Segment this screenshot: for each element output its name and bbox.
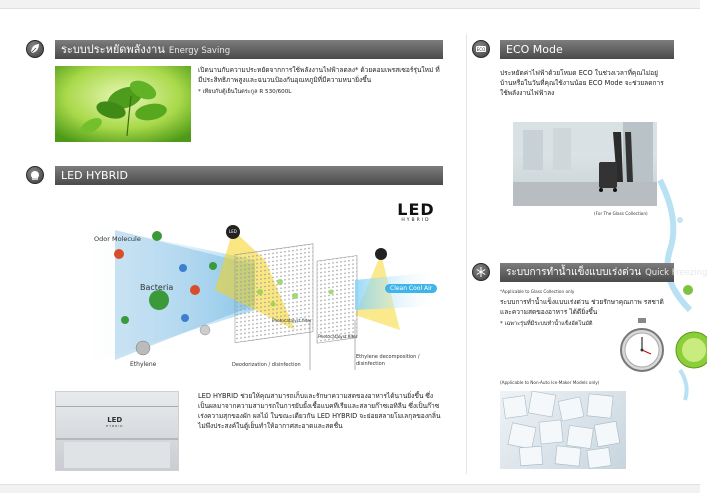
quick-note: * เฉพาะรุ่นที่มีระบบทำน้ำแข็งอัตโนมัติ: [500, 321, 593, 327]
led-icon: [26, 166, 44, 184]
fridge-interior-photo: [55, 391, 179, 471]
quick-caption: (Applicable to Non-Auto Ice-Maker Models only): [500, 380, 600, 385]
leaf-icon: [26, 40, 44, 58]
energy-body: [198, 65, 444, 85]
stopwatch-icon: [618, 318, 666, 374]
energy-title: ระบบประหยัดพลังงาน: [61, 43, 165, 56]
led-header: [55, 166, 443, 185]
fridge-led-label: [106, 416, 123, 428]
led-logo-sub: HYBRID: [401, 218, 431, 223]
fridge-led-main: LED: [107, 416, 123, 424]
bacteria-label: Bacteria: [140, 283, 174, 292]
quick-body: ระบบการทำน้ำแข็งแบบเร่งด่วน ช่วยรักษาคุณภาพ รสชาติ และความสดของอาหาร ได้ดียิ่งขึ้น: [500, 298, 664, 316]
energy-header: [55, 40, 443, 59]
led-logo-main: LED: [397, 200, 435, 219]
led-body: LED HYBRID ช่วยให้คุณสามารถเก็บและรักษาความสดของอาหารได้นานยิ่งขึ้น ซึ่งเป็นผลมาจากความสามารถในการยับยั้งเชื้อแบคทีเรียและสลายก๊าซเอทิลีน ซึ่งเป็นก๊าซเร่งความสุกของผัก ผลไม้ ในขณะเดียวกัน LED HYBRID จะย่อยสลายโมเลกุลของกลิ่นไม่พึงประสงค์ในตู้เย็นทำให้อากาศสะอาดและสดชื่น: [198, 392, 441, 430]
eco-title: ECO Mode: [506, 43, 563, 56]
fridge-led-sub: HYBRID: [106, 424, 124, 428]
quick-applicable: *Applicable to Glass Collection only: [500, 289, 575, 294]
airport-photo: [513, 122, 657, 206]
energy-body-text: เปิดนานกับความประหยัดจากการใช้พลังงานไฟฟ้าลดลง* ด้วยคอมเพรสเซอร์รุ่นใหม่ ที่มีประสิทธิภาพสูงและฉนวนป้องกันอุณหภูมิที่มีความหนายิ่งขึ้น: [198, 66, 440, 84]
led-badge-label: LED: [229, 229, 237, 234]
quick-freezing-header: [500, 263, 707, 282]
quick-title-en: Quick Freezing: [645, 268, 707, 278]
column-divider: [466, 34, 467, 474]
bottom-border: [0, 484, 700, 493]
water-splash: [650, 180, 700, 310]
svg-text:ECO: ECO: [476, 47, 486, 52]
eco-caption: (For The Glass Collection): [594, 211, 648, 216]
energy-title-en: Energy Saving: [168, 46, 231, 56]
eco-body: ประหยัดค่าไฟฟ้าด้วยโหมด ECO ในช่วงเวลาที่คุณไม่อยู่บ้านหรือในวันที่คุณใช้งานน้อย ECO Mode จะช่วยลดการใช้พลังงานไฟฟ้าลง: [500, 69, 664, 97]
leaf-photo: [55, 66, 191, 142]
ice-cubes-photo: [500, 391, 626, 469]
lime-decoration: [670, 330, 700, 400]
top-border: [0, 0, 700, 9]
deodorization-label: Deodorization / disinfection: [232, 362, 301, 368]
energy-note: * เทียบกับตู้เย็นในตระกูล R 530/600L: [198, 89, 292, 95]
ethylene-decomposition-label: [356, 354, 436, 368]
eco-icon: [472, 40, 490, 58]
ethylene-decomposition-text: Ethylene decomposition / disinfection: [356, 354, 420, 367]
ethylene-label: Ethylene: [130, 361, 157, 368]
photocatalyst-filter-2: Photocatalyst filter: [318, 334, 358, 339]
eco-header: [500, 40, 674, 59]
snowflake-icon: [472, 263, 490, 281]
clean-cool-air-label: Clean Cool Air: [385, 284, 437, 293]
led-title: LED HYBRID: [61, 169, 128, 182]
quick-title: ระบบการทำน้ำแข็งแบบเร่งด่วน: [506, 267, 642, 278]
odor-molecule-label: Odor Molecule: [94, 235, 141, 243]
photocatalyst-filter-1: Photocatalyst filter: [272, 318, 312, 323]
